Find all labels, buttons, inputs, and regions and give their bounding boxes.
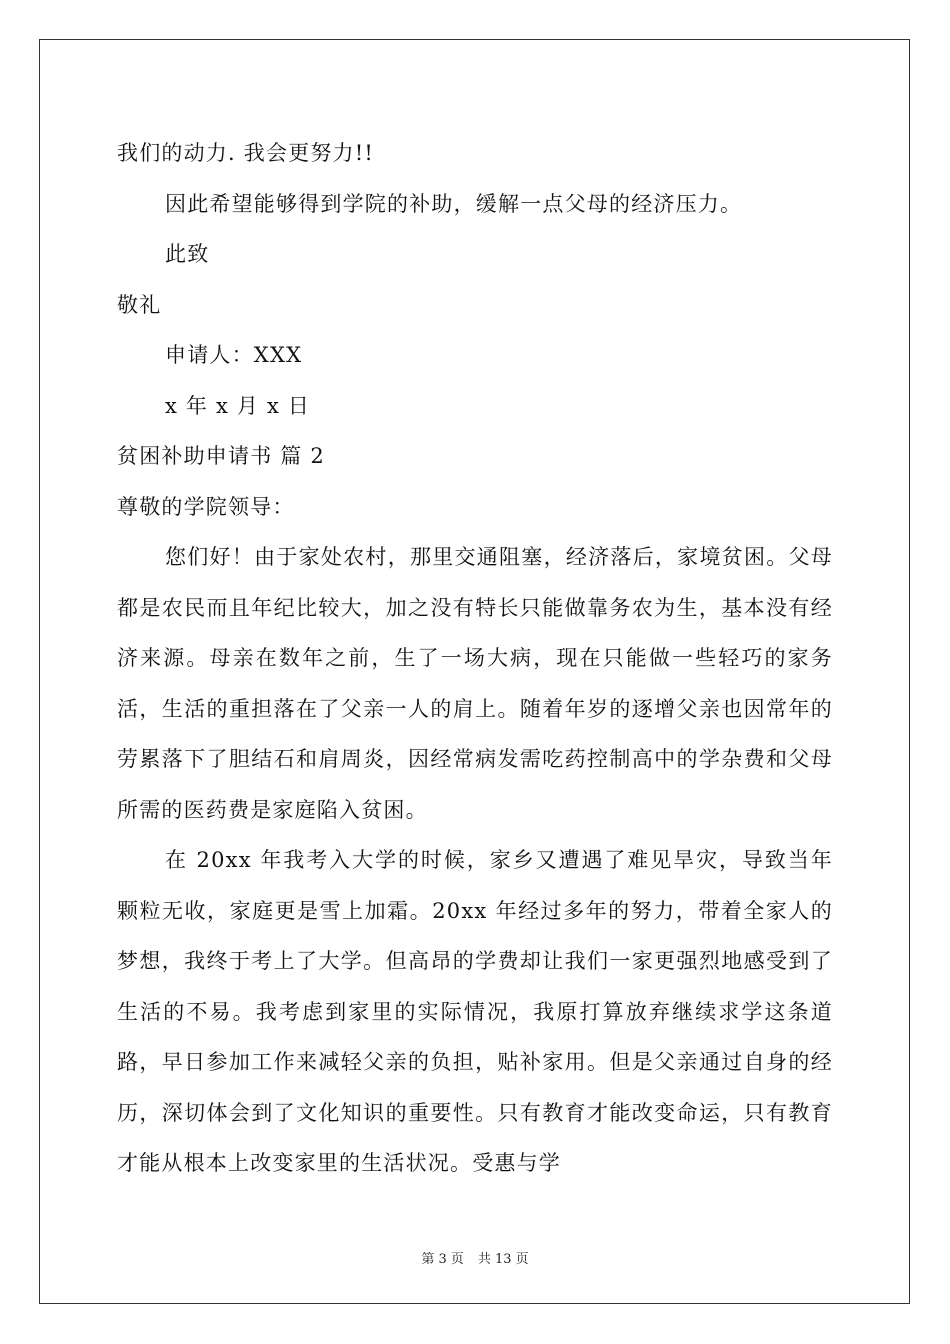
closing-regards: 敬礼 [117, 292, 162, 317]
body-paragraph: 您们好！由于家处农村，那里交通阻塞，经济落后，家境贫困。父母都是农民而且年纪比较大，加之没有特长只能做靠务农为生，基本没有经济来源。母亲在数年之前，生了一场大病，现在只能做一些轻巧的家务活，生活的重担落在了父亲一人的肩上。随着年岁的逐增父亲也因常年的劳累落下了胆结石和肩周炎，因经常病发需吃药控制高中的学杂费和父母所需的医药费是家庭陷入贫困。 [117, 545, 833, 822]
date-line: x 年 x 月 x 日 [165, 393, 311, 418]
page-footer [0, 1248, 950, 1267]
greeting: 尊敬的学院领导： [117, 494, 295, 519]
body-paragraph: 在 20xx 年我考入大学的时候，家乡又遭遇了难见旱灾，导致当年颗粒无收，家庭更是雪上加霜。20xx 年经过多年的努力，带着全家人的梦想，我终于考上了大学。但高昂的学费却让我们一家更强烈地感受到了生活的不易。我考虑到家里的实际情况，我原打算放弃继续求学这条道路，早日参加工作来减轻父亲的负担，贴补家用。但是父亲通过自身的经历，深切体会到了文化知识的重要性。只有教育才能改变命运，只有教育才能从根本上改变家里的生活状况。受惠与学 [117, 848, 833, 1175]
section-title: 贫困补助申请书 篇 2 [117, 444, 325, 468]
page-number: 第 3 页 [421, 1252, 464, 1267]
applicant-signature: 申请人：XXX [165, 343, 303, 367]
document-body [117, 128, 833, 1189]
text-line: 我们的动力. 我会更努力!! [117, 141, 375, 165]
closing-salutation: 此致 [165, 242, 210, 266]
text-line: 因此希望能够得到学院的补助，缓解一点父母的经济压力。 [165, 191, 743, 216]
page-total: 共 13 页 [477, 1252, 529, 1267]
